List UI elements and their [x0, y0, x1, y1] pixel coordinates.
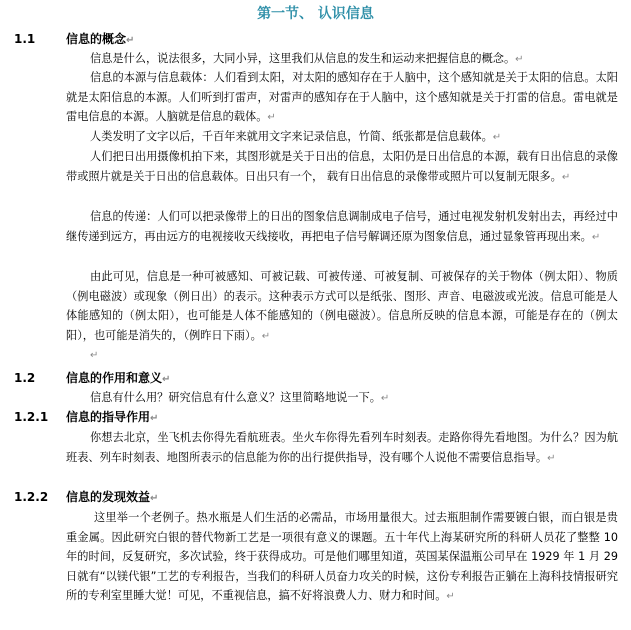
paragraph-text: 这里举一个老例子。热水瓶是人们生活的必需品，市场用量很大。过去瓶胆制作需要镀白银，而白银是贵重金属。因此研究白银的替代物新工艺是一项很有意义的课题。五十年代上海某研究所的科研人员花了整整 10 年的时间，反复研究，多次试验，终于获得成功。可是他们哪里知道，英国某保温瓶公司早在 1929 年 1 月 29 日就有“以镁代银”工艺的专利报告，当我们的科研人员奋力攻关的时候，这份专利报告正躺在上海科技情报研究所的专利室里睡大觉！可见，不重视信息，搞不好将浪费人力、财力和时间。 — [66, 511, 618, 602]
section-number: 1.2 — [14, 371, 36, 385]
paragraph-definition — [66, 267, 618, 346]
paragraph-text: 信息是什么，说法很多，大同小异，这里我们从信息的发生和运动来把握信息的概念。 — [90, 52, 516, 65]
paragraph-concept-intro — [66, 49, 618, 70]
section-heading-1-2-1 — [14, 408, 158, 428]
section-heading-1-2 — [14, 369, 170, 389]
paragraph-text: 信息的传递：人们可以把录像带上的日出的图象信息调制成电子信号，通过电视发射机发射出去，再经过中继传递到远方，再由远方的电视接收天线接收，再把电子信号解调还原为图象信息，通过显象管再现出来。 — [66, 210, 618, 243]
paragraph-text: 由此可见，信息是一种可被感知、可被记载、可被传递、可被复制、可被保存的关于物体（例太阳）、物质（例电磁波）或现象（例日出）的表示。这种表示方式可以是纸张、图形、声音、电磁波或光波。信息可能是人体能感知的（例太阳），也可能是人体不能感知的（例电磁波）。信息所反映的信息本源，可能是存在的（例太阳），也可能是消失的，（例昨日下雨）。 — [66, 270, 618, 342]
paragraph-text: 信息的本源与信息载体：人们看到太阳，对太阳的感知存在于人脑中，这个感知就是关于太阳的信息。太阳就是太阳信息的本源。人们听到打雷声，对雷声的感知存在于人脑中，这个感知就是关于打雷的信息。雷电就是雷电信息的本源。人脑就是信息的载体。 — [66, 71, 618, 123]
paragraph-text: 人们把日出用摄像机拍下来，其图形就是关于日出的信息，太阳仍是日出信息的本源，载有日出信息的录像带或照片就是关于日出的信息载体。日出只有一个， 载有日出信息的录像带或照片可以复制无限多。 — [66, 150, 618, 183]
paragraph-guidance — [66, 428, 618, 468]
paragraph-mark-icon: ↵ — [150, 493, 159, 504]
paragraph-text: 人类发明了文字以后，千百年来就用文字来记录信息，竹简、纸张都是信息载体。 — [90, 130, 493, 143]
paragraph-mark-icon: ↵ — [547, 452, 556, 464]
paragraph-text: 你想去北京，坐飞机去你得先看航班表。坐火车你得先看列车时刻表。走路你得先看地图。为什么？因为航班表、列车时刻表、地图所表示的信息能为你的出行提供指导，没有哪个人说他不需要信息指导。 — [66, 431, 618, 464]
section-title: 信息的概念 — [66, 32, 127, 46]
paragraph-mark-icon: ↵ — [515, 54, 524, 65]
paragraph-transmission — [66, 207, 618, 247]
section-number: 1.2.1 — [14, 410, 49, 424]
page-title: 第一节、 认识信息 — [257, 6, 374, 22]
paragraph-mark-icon: ↵ — [150, 413, 159, 424]
paragraph-mark-icon: ↵ — [591, 231, 601, 243]
paragraph-usefulness — [66, 388, 618, 409]
paragraph-mark-icon: ↵ — [492, 132, 502, 143]
paragraph-text: 信息有什么用？研究信息有什么意义？这里简略地说一下。 — [90, 391, 381, 404]
section-number: 1.2.2 — [14, 490, 49, 504]
paragraph-writing — [66, 127, 618, 148]
paragraph-mark-icon: ↵ — [267, 112, 276, 123]
section-heading-1-2-2 — [14, 488, 158, 508]
section-title: 信息的发现效益 — [66, 490, 151, 504]
paragraph-mark-icon: ↵ — [261, 330, 271, 342]
paragraph-mark-icon: ↵ — [380, 393, 390, 404]
paragraph-sunrise — [66, 147, 618, 187]
paragraph-mark-icon: ↵ — [126, 35, 135, 46]
paragraph-mark-icon: ↵ — [561, 171, 571, 183]
section-number: 1.1 — [14, 32, 36, 46]
section-heading-1-1 — [14, 30, 134, 50]
paragraph-mark-icon: ↵ — [446, 591, 455, 602]
empty-paragraph-mark-icon: ↵ — [90, 350, 99, 361]
paragraph-discovery-example — [66, 508, 618, 607]
paragraph-mark-icon: ↵ — [162, 374, 171, 385]
paragraph-source-carrier — [66, 68, 618, 128]
section-title: 信息的指导作用 — [66, 410, 151, 424]
section-title: 信息的作用和意义 — [66, 371, 163, 385]
